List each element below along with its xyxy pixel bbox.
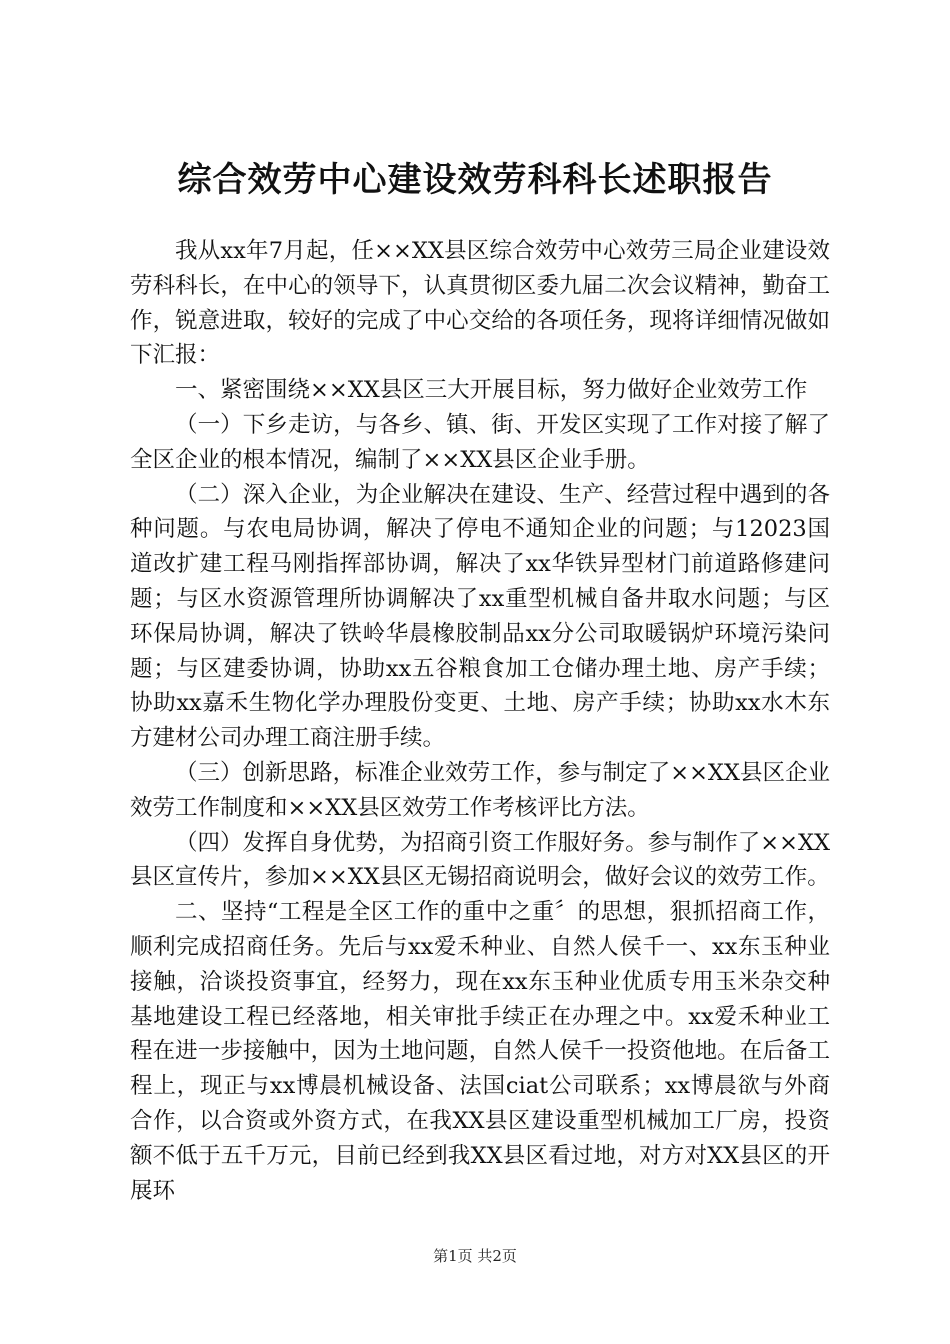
document-body xyxy=(130,234,830,1208)
document-title: 综合效劳中心建设效劳科科长述职报告 xyxy=(177,160,773,200)
paragraph-section-2: 二、坚持“工程是全区工作的重中之重〞的思想，狠抓招商工作，顺利完成招商任务。先后与xx爱禾种业、自然人侯千一、xx东玉种业接触，洽谈投资事宜，经努力，现在xx东玉种业优质专用玉米杂交种基地建设工程已经落地，相关审批手续正在办理之中。xx爱禾种业工程在进一步接触中，因为土地问题，自然人侯千一投资他地。在后备工程上，现正与xx博晨机械设备、法国ciat公司联系；xx博晨欲与外商合作，以合资或外资方式，在我XX县区建设重型机械加工厂房，投资额不低于五千万元，目前已经到我XX县区看过地，对方对XX县区的开展环 xyxy=(130,899,830,1204)
paragraph-item-4: （四）发挥自身优势，为招商引资工作服好务。参与制作了××XX县区宣传片，参加××XX县区无锡招商说明会，做好会议的效劳工作。 xyxy=(130,829,830,891)
paragraph-item-3: （三）创新思路，标准企业效劳工作，参与制定了××XX县区企业效劳工作制度和××XX县区效劳工作考核评比方法。 xyxy=(130,759,830,821)
page-footer: 第1页 共2页 xyxy=(433,1247,517,1265)
paragraph-item-2: （二）深入企业，为企业解决在建设、生产、经营过程中遇到的各种问题。与农电局协调，解决了停电不通知企业的问题；与12023国道改扩建工程马刚指挥部协调，解决了xx华铁异型材门前道路修建问题；与区水资源管理所协调解决了xx重型机械自备井取水问题；与区环保局协调，解决了铁岭华晨橡胶制品xx分公司取暖锅炉环境污染问题；与区建委协调，协助xx五谷粮食加工仓储办理土地、房产手续；协助xx嘉禾生物化学办理股份变更、土地、房产手续；协助xx水木东方建材公司办理工商注册手续。 xyxy=(130,481,830,752)
paragraph-intro: 我从xx年7月起，任××XX县区综合效劳中心效劳三局企业建设效劳科科长，在中心的领导下，认真贯彻区委九届二次会议精神，勤奋工作，锐意进取，较好的完成了中心交给的各项任务，现将详细情况做如下汇报： xyxy=(130,238,830,369)
paragraph-item-1: （一）下乡走访，与各乡、镇、街、开发区实现了工作对接了解了全区企业的根本情况，编制了××XX县区企业手册。 xyxy=(130,411,830,473)
paragraph-section-1-heading: 一、紧密围绕××XX县区三大开展目标，努力做好企业效劳工作 xyxy=(175,377,808,404)
